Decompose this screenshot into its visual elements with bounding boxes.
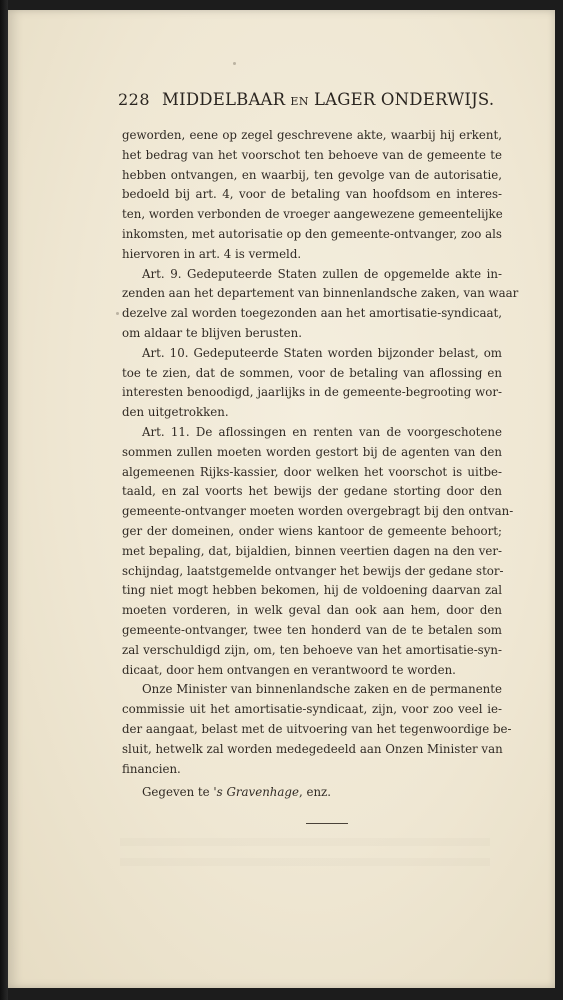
closing-suffix: , enz. xyxy=(298,785,332,800)
paper-speck xyxy=(233,62,236,65)
text-line: gemeente-ontvanger, twee ten honderd van de te betalen som xyxy=(122,622,502,637)
text-line: zal verschuldigd zijn, om, ten behoeve van het amortisatie-syn- xyxy=(122,642,502,657)
paragraph-article-10 xyxy=(122,344,502,423)
text-line: Onze Minister van binnenlandsche zaken en de permanente xyxy=(142,682,502,697)
text-line: gemeente-ontvanger moeten worden overgebragt bij den ontvan- xyxy=(122,504,514,519)
closing-place: 's Gravenhage xyxy=(213,785,299,800)
text-line: commissie uit het amortisatie-syndicaat, zijn, voor zoo veel ie- xyxy=(122,702,502,717)
book-spine-shadow xyxy=(0,0,8,1000)
paragraph-minister xyxy=(122,680,512,779)
text-line: dicaat, door hem ontvangen en verantwoord te worden. xyxy=(122,662,456,677)
paragraph-continuation xyxy=(122,126,502,265)
text-line: ger der domeinen, onder wiens kantoor de gemeente behoort; xyxy=(122,523,502,538)
text-line: met bepaling, dat, bijaldien, binnen veertien dagen na den ver- xyxy=(122,543,502,558)
paragraph-article-9 xyxy=(122,265,519,344)
end-rule xyxy=(306,823,348,824)
text-line: Art. 10. Gedeputeerde Staten worden bijzonder belast, om xyxy=(142,345,502,360)
running-head-conjunction: EN xyxy=(290,95,309,108)
page-body xyxy=(122,126,519,803)
text-line: sluit, hetwelk zal worden medegedeeld aan Onzen Minister van xyxy=(122,741,503,756)
text-line: financien. xyxy=(122,761,181,776)
text-line: dezelve zal worden toegezonden aan het amortisatie-syndicaat, xyxy=(122,306,502,321)
text-line: het bedrag van het voorschot ten behoeve van de gemeente te xyxy=(122,147,502,162)
text-line: sommen zullen moeten worden gestort bij de agenten van den xyxy=(122,444,502,459)
text-line: den uitgetrokken. xyxy=(122,405,229,420)
text-line: hiervoren in art. 4 is vermeld. xyxy=(122,246,302,261)
text-line: ten, worden verbonden de vroeger aangewezene gemeentelijke xyxy=(122,207,503,222)
text-line: algemeenen Rijks-kassier, door welken het voorschot is uitbe- xyxy=(122,464,502,479)
text-line: hebben ontvangen, en waarbij, ten gevolge van de autorisatie, xyxy=(122,167,502,182)
text-line: om aldaar te blijven berusten. xyxy=(122,325,302,340)
text-line: inkomsten, met autorisatie op den gemeente-ontvanger, zoo als xyxy=(122,226,502,241)
page-header xyxy=(118,90,498,116)
page-number: 228 xyxy=(118,90,151,109)
closing-prefix: Gegeven te xyxy=(142,785,210,800)
text-line: taald, en zal voorts het bewijs der gedane storting door den xyxy=(122,484,502,499)
paragraph-article-11 xyxy=(122,423,514,680)
text-line: schijndag, laatstgemelde ontvanger het bewijs der gedane stor- xyxy=(122,563,504,578)
text-line: interesten benoodigd, jaarlijks in de gemeente-begrooting wor- xyxy=(122,385,502,400)
running-head-part2: LAGER ONDERWIJS. xyxy=(313,90,495,109)
text-line: geworden, eene op zegel geschrevene akte, waarbij hij erkent, xyxy=(122,128,502,142)
text-line: bedoeld bij art. 4, voor de betaling van hoofdsom en interes- xyxy=(122,187,502,202)
text-line: Art. 11. De aflossingen en renten van de voorgeschotene xyxy=(142,424,502,439)
text-line: zenden aan het departement van binnenlandsche zaken, van waar xyxy=(122,286,519,301)
text-line: ting niet mogt hebben bekomen, hij de voldoening daarvan zal xyxy=(122,583,502,598)
text-line: toe te zien, dat de sommen, voor de betaling van aflossing en xyxy=(122,365,502,380)
running-head xyxy=(162,90,494,109)
closing-line xyxy=(122,783,502,803)
text-line: moeten vorderen, in welk geval dan ook aan hem, door den xyxy=(122,603,502,618)
text-line: der aangaat, belast met de uitvoering van het tegenwoordige be- xyxy=(122,721,512,736)
running-head-part1: MIDDELBAAR xyxy=(162,90,286,109)
paper-speck xyxy=(116,312,119,315)
paper-speck xyxy=(282,588,285,591)
text-line: Art. 9. Gedeputeerde Staten zullen de opgemelde akte in- xyxy=(142,266,502,281)
show-through-text xyxy=(120,838,490,878)
